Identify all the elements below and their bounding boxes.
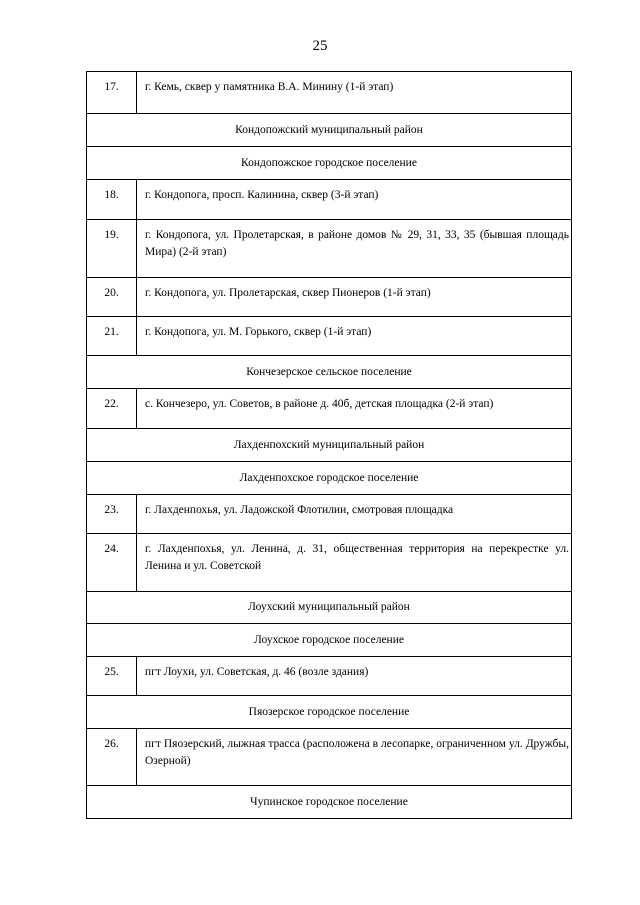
table-row bbox=[87, 495, 572, 534]
row-number: 21. bbox=[87, 317, 137, 356]
row-number: 20. bbox=[87, 278, 137, 317]
section-header: Кондопожское городское поселение bbox=[87, 147, 572, 180]
row-text: г. Кондопога, ул. Пролетарская, в районе домов № 29, 31, 33, 35 (бывшая площадь Мира) (2-й этап) bbox=[137, 220, 572, 278]
section-header: Чупинское городское поселение bbox=[87, 786, 572, 819]
section-header: Лахденпохский муниципальный район bbox=[87, 429, 572, 462]
settlement-header-row bbox=[87, 624, 572, 657]
row-text: с. Кончезеро, ул. Советов, в районе д. 40б, детская площадка (2-й этап) bbox=[137, 389, 572, 429]
table-row bbox=[87, 657, 572, 696]
row-number: 19. bbox=[87, 220, 137, 278]
table-row bbox=[87, 389, 572, 429]
row-number: 25. bbox=[87, 657, 137, 696]
section-header: Кондопожский муниципальный район bbox=[87, 114, 572, 147]
district-header-row bbox=[87, 592, 572, 624]
section-header: Лоухский муниципальный район bbox=[87, 592, 572, 624]
row-text: г. Кемь, сквер у памятника В.А. Минину (1-й этап) bbox=[137, 72, 572, 114]
row-number: 24. bbox=[87, 534, 137, 592]
settlement-header-row bbox=[87, 462, 572, 495]
settlement-header-row bbox=[87, 147, 572, 180]
row-number: 23. bbox=[87, 495, 137, 534]
table-row bbox=[87, 317, 572, 356]
settlement-header-row bbox=[87, 786, 572, 819]
district-header-row bbox=[87, 114, 572, 147]
table-row bbox=[87, 729, 572, 786]
table-row bbox=[87, 72, 572, 114]
row-number: 18. bbox=[87, 180, 137, 220]
row-number: 26. bbox=[87, 729, 137, 786]
settlement-header-row bbox=[87, 356, 572, 389]
row-text: пгт Пяозерский, лыжная трасса (расположена в лесопарке, ограниченном ул. Дружбы, Озерной) bbox=[137, 729, 572, 786]
row-number: 22. bbox=[87, 389, 137, 429]
page-number: 25 bbox=[312, 38, 328, 54]
row-text: г. Лахденпохья, ул. Ладожской Флотилии, смотровая площадка bbox=[137, 495, 572, 534]
settlement-header-row bbox=[87, 696, 572, 729]
section-header: Лоухское городское поселение bbox=[87, 624, 572, 657]
row-text: пгт Лоухи, ул. Советская, д. 46 (возле здания) bbox=[137, 657, 572, 696]
territories-table bbox=[86, 71, 572, 819]
row-number: 17. bbox=[87, 72, 137, 114]
section-header: Лахденпохское городское поселение bbox=[87, 462, 572, 495]
district-header-row bbox=[87, 429, 572, 462]
table-row bbox=[87, 534, 572, 592]
section-header: Пяозерское городское поселение bbox=[87, 696, 572, 729]
row-text: г. Кондопога, просп. Калинина, сквер (3-й этап) bbox=[137, 180, 572, 220]
table-row bbox=[87, 278, 572, 317]
row-text: г. Лахденпохья, ул. Ленина, д. 31, общественная территория на перекрестке ул. Ленина и ул. Советской bbox=[137, 534, 572, 592]
row-text: г. Кондопога, ул. М. Горького, сквер (1-й этап) bbox=[137, 317, 572, 356]
table-row bbox=[87, 220, 572, 278]
section-header: Кончезерское сельское поселение bbox=[87, 356, 572, 389]
row-text: г. Кондопога, ул. Пролетарская, сквер Пионеров (1-й этап) bbox=[137, 278, 572, 317]
table-row bbox=[87, 180, 572, 220]
